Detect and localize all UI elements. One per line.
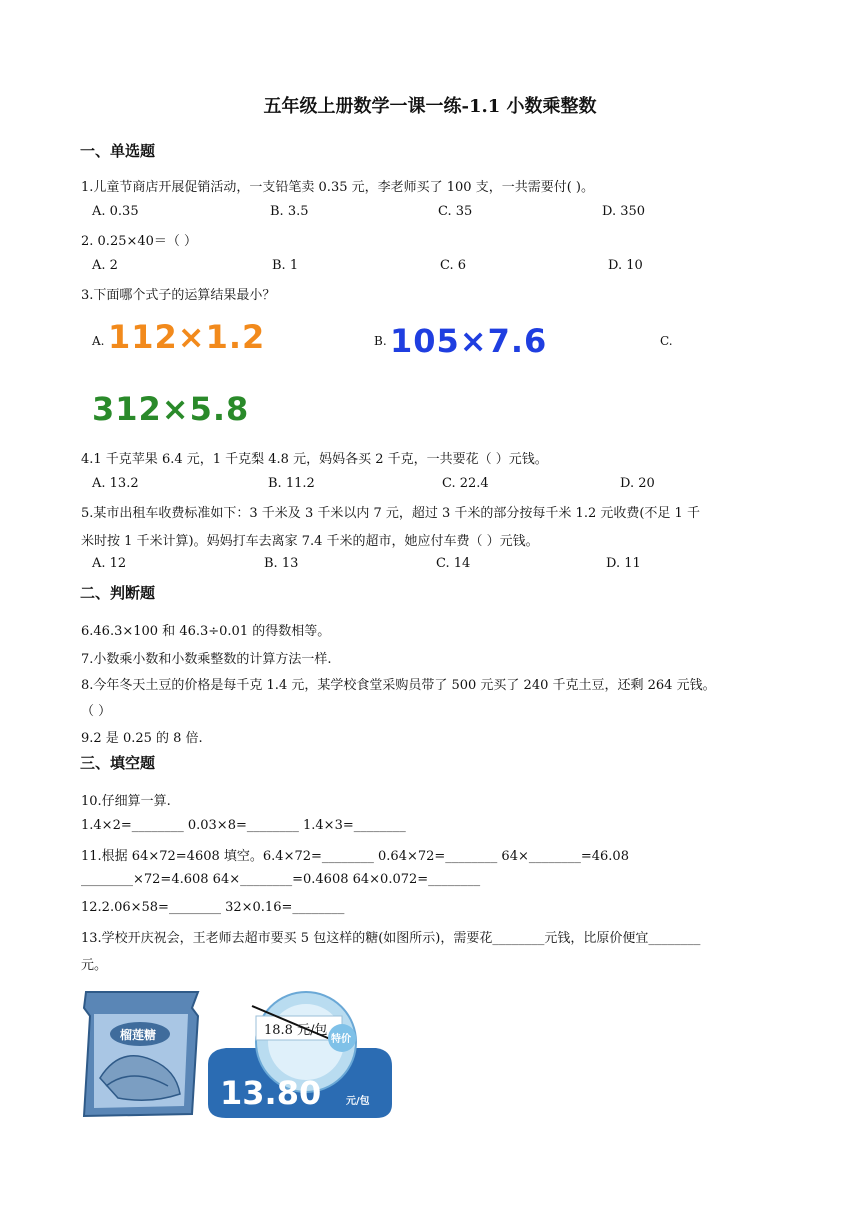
option-a[interactable]: A. 2 bbox=[92, 258, 118, 273]
option-a[interactable]: A. 12 bbox=[92, 556, 127, 571]
question-11-line-2[interactable]: ________×72=4.608 64×________=0.4608 64×0.072=________ bbox=[81, 872, 481, 887]
sale-price: 13.80 bbox=[220, 1074, 322, 1112]
option-b[interactable]: B. 3.5 bbox=[270, 204, 309, 219]
option-b[interactable]: B. 13 bbox=[264, 556, 299, 571]
option-c[interactable]: C. 14 bbox=[436, 556, 471, 571]
section-single-choice: 一、单选题 bbox=[80, 142, 156, 160]
option-d[interactable]: D. 20 bbox=[620, 476, 655, 491]
section-fill-in: 三、填空题 bbox=[80, 754, 156, 772]
question-13-line-2: 元。 bbox=[81, 958, 108, 973]
sale-unit: 元/包 bbox=[346, 1096, 370, 1107]
question-6: 6.46.3×100 和 46.3÷0.01 的得数相等。 bbox=[81, 624, 331, 639]
question-1: 1.儿童节商店开展促销活动，一支铅笔卖 0.35 元，李老师买了 100 支，一共需要付( )。 bbox=[81, 180, 594, 195]
option-a[interactable]: A. 13.2 bbox=[92, 476, 139, 491]
question-12[interactable]: 12.2.06×58=________ 32×0.16=________ bbox=[81, 900, 345, 915]
option-b-label[interactable]: B. bbox=[374, 334, 387, 348]
option-c-expression: 312×5.8 bbox=[92, 390, 250, 428]
option-d[interactable]: D. 350 bbox=[602, 204, 646, 219]
option-a[interactable]: A. 0.35 bbox=[92, 204, 139, 219]
section-true-false: 二、判断题 bbox=[80, 584, 156, 602]
question-5-options bbox=[92, 556, 772, 576]
question-10-blanks[interactable]: 1.4×2=________ 0.03×8=________ 1.4×3=________ bbox=[81, 818, 406, 833]
question-4: 4.1 千克苹果 6.4 元，1 千克梨 4.8 元，妈妈各买 2 千克，一共要花（ ）元钱。 bbox=[81, 452, 548, 467]
option-d[interactable]: D. 10 bbox=[608, 258, 643, 273]
question-2-options bbox=[92, 258, 772, 278]
question-1-options bbox=[92, 204, 772, 224]
question-5-line-2: 米时按 1 千米计算)。妈妈打车去离家 7.4 千米的超市，她应付车费（ ）元钱。 bbox=[81, 534, 539, 549]
question-7: 7.小数乘小数和小数乘整数的计算方法一样. bbox=[81, 652, 332, 667]
question-11-line-1[interactable]: 11.根据 64×72=4608 填空。6.4×72=________ 0.64×72=________ 64×________=46.08 bbox=[81, 849, 629, 864]
candy-bag-icon bbox=[84, 992, 198, 1116]
question-8-line-1: 8.今年冬天土豆的价格是每千克 1.4 元，某学校食堂采购员带了 500 元买了 240 千克土豆，还剩 264 元钱。 bbox=[81, 678, 716, 693]
candy-bag-label: 榴莲糖 bbox=[120, 1028, 157, 1042]
question-4-options bbox=[92, 476, 772, 496]
special-tag: 特价 bbox=[331, 1034, 351, 1045]
original-price: 18.8 元/包 bbox=[264, 1023, 328, 1038]
option-c-label[interactable]: C. bbox=[660, 334, 673, 348]
option-b[interactable]: B. 1 bbox=[272, 258, 299, 273]
option-a-label[interactable]: A. bbox=[92, 334, 105, 348]
question-13-line-1[interactable]: 13.学校开庆祝会，王老师去超市要买 5 包这样的糖(如图所示)，需要花________元钱，比原价便宜________ bbox=[81, 931, 701, 946]
question-9: 9.2 是 0.25 的 8 倍. bbox=[81, 731, 203, 746]
option-a-expression: 112×1.2 bbox=[108, 318, 266, 356]
question-2: 2. 0.25×40＝（ ） bbox=[81, 234, 198, 249]
question-8-line-2: （ ） bbox=[81, 704, 112, 719]
option-b[interactable]: B. 11.2 bbox=[268, 476, 315, 491]
question-3: 3.下面哪个式子的运算结果最小？ bbox=[81, 288, 276, 303]
option-d[interactable]: D. 11 bbox=[606, 556, 641, 571]
option-c[interactable]: C. 22.4 bbox=[442, 476, 489, 491]
question-10: 10.仔细算一算. bbox=[81, 794, 171, 809]
candy-price-illustration bbox=[80, 986, 400, 1122]
question-5-line-1: 5.某市出租车收费标准如下：3 千米及 3 千米以内 7 元，超过 3 千米的部分按每千米 1.2 元收费(不足 1 千 bbox=[81, 506, 700, 521]
option-b-expression: 105×7.6 bbox=[390, 322, 548, 360]
option-c[interactable]: C. 35 bbox=[438, 204, 473, 219]
page-title: 五年级上册数学一课一练-1.1 小数乘整数 bbox=[263, 96, 597, 117]
option-c[interactable]: C. 6 bbox=[440, 258, 467, 273]
